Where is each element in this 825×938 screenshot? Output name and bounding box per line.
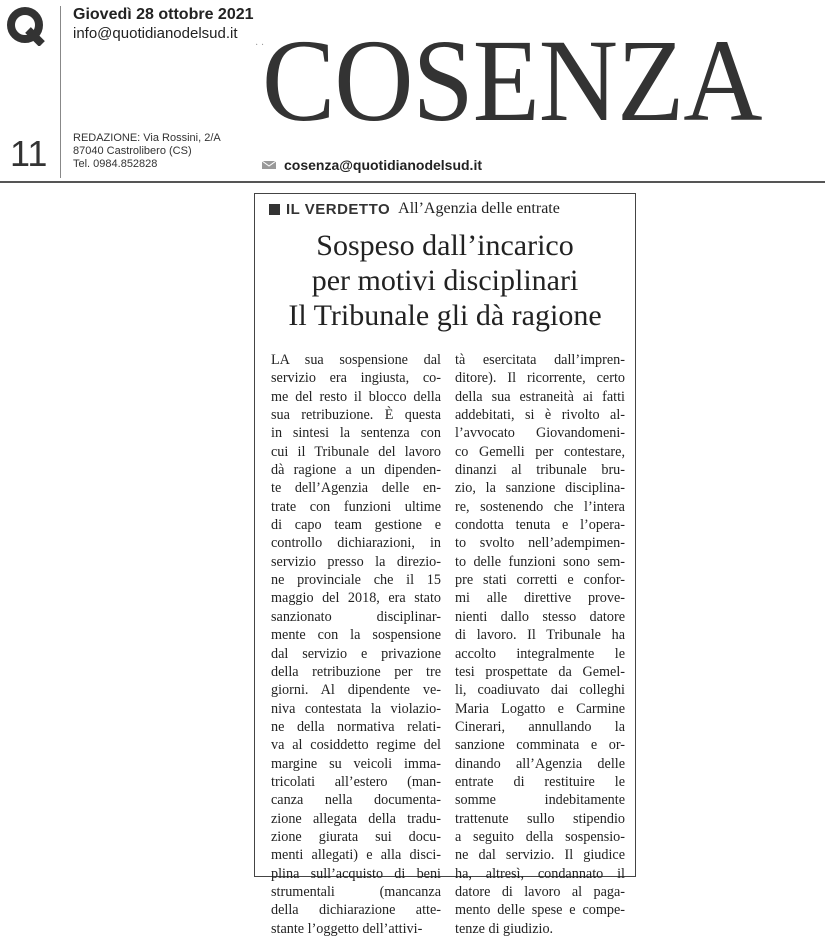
issue-date: Giovedì 28 ottobre 2021	[73, 6, 254, 23]
article-text-line: zione allegata della tradu-	[271, 810, 441, 827]
article-text-line: di lavoro. Il Tribunale ha	[455, 627, 625, 644]
section-masthead: COSENZA	[262, 15, 762, 146]
article-text-line: tenze di giudizio.	[455, 920, 554, 937]
article-text-line: dal servizio e privazione	[271, 645, 441, 662]
article-text-line: dà ragione a un dipenden-	[271, 462, 441, 479]
kicker-square-icon	[269, 204, 280, 215]
article-text-line: to svolto nell’adempimen-	[455, 535, 625, 552]
article-text-line: nienti dallo stesso datore	[455, 608, 625, 625]
redaction-phone: Tel. 0984.852828	[73, 158, 158, 170]
article-text-line: datore di lavoro al paga-	[455, 883, 625, 900]
newspaper-logo-icon	[6, 6, 46, 46]
redaction-info	[73, 132, 221, 171]
title-line: per motivi disciplinari	[311, 264, 579, 297]
article-text-line: ne provinciale che il 15	[271, 572, 441, 589]
article-text-line: menti allegati) e alla disci-	[271, 847, 441, 864]
article-text-line: cui il Tribunale del lavoro	[271, 443, 441, 460]
article-text-line: LA sua sospensione dal	[271, 352, 441, 368]
article-text-line: zio, la sanzione disciplina-	[455, 480, 625, 497]
article-text-line: me del resto il blocco della	[271, 388, 441, 405]
section-email: cosenza@quotidianodelsud.it	[284, 157, 482, 173]
article-text-line: pre stati corretti e confor-	[455, 572, 625, 589]
article-text-line: di capo team gestione e	[271, 517, 441, 534]
website-email: info@quotidianodelsud.it	[73, 25, 238, 42]
article-text-line: te dell’Agenzia delle en-	[271, 480, 441, 497]
article-text-line: ditore). Il ricorrente, certo	[455, 370, 625, 387]
article-text-line: stante l’oggetto dell’attivi-	[271, 920, 423, 937]
title-line: Il Tribunale gli dà ragione	[288, 299, 602, 332]
article-text-line: mento delle spese e compe-	[455, 902, 625, 919]
article-text-line: dinando all’Agenzia delle	[455, 755, 625, 772]
decorative-dots: · ·	[255, 40, 265, 51]
article-text-line: a seguito della sospensio-	[455, 828, 625, 845]
article-text-line: in sintesi la sentenza con	[271, 425, 441, 442]
article-text-line: li, coadiuvato dai colleghi	[455, 682, 625, 699]
article-text-line: tesi prospettate da Gemel-	[455, 663, 625, 680]
article-text-line: maggio del 2018, era stato	[271, 590, 441, 607]
article-text-line: trate con funzioni ultime	[271, 498, 441, 515]
header-divider	[60, 6, 61, 178]
article-text-line: mente con la sospensione	[271, 627, 441, 644]
article-text-line: della dichiarazione atte-	[271, 902, 441, 919]
redaction-label: REDAZIONE:	[73, 132, 141, 144]
article-text-line: della sua estraneità ai fatti	[455, 388, 625, 405]
page-number: 11	[10, 133, 48, 174]
article-text-line: re, sostenendo che l’intera	[455, 498, 625, 515]
article-text-line: trattenute sullo stipendio	[455, 810, 625, 827]
article-text-line: mi alle direttive prove-	[455, 590, 625, 607]
article-text-line: tà esercitata dall’impren-	[455, 352, 625, 368]
article-text-line: Cinerari, annullando la	[455, 718, 625, 735]
kicker-tag: IL VERDETTO	[286, 200, 391, 218]
article-text-line: giorni. Al dipendente ve-	[271, 682, 441, 699]
article-text-line: va al cosiddetto regime del	[271, 737, 441, 754]
article-text-line: servizio era ingiusta, co-	[271, 370, 441, 387]
article-text-line: plina sull’acquisto di beni	[271, 865, 441, 882]
article-text-line: niva contestata la violazio-	[271, 700, 441, 717]
article-text-line: tricolati all’estero (man-	[271, 773, 441, 790]
kicker-subtitle: All’Agenzia delle entrate	[398, 200, 560, 217]
article-text-line: co Gemelli per contestare,	[455, 443, 625, 460]
article-text-line: controllo dichiarazioni, in	[271, 535, 441, 552]
article-text-line: l’avvocato Giovandomeni-	[455, 425, 625, 442]
article-column-right	[455, 351, 625, 938]
redaction-address: Via Rossini, 2/A	[143, 132, 221, 144]
section-email-line	[262, 157, 482, 173]
article-text-line: accolto integralmente le	[455, 645, 625, 662]
article-text-line: addebitati, si è rivolto al-	[455, 407, 625, 424]
article-text-line: servizio presso la direzio-	[271, 553, 441, 570]
title-line: Sospeso dall’incarico	[316, 229, 574, 262]
header-rule	[0, 181, 825, 183]
article-kicker	[269, 200, 560, 218]
article-text-line: dinanzi al tribunale bru-	[455, 462, 625, 479]
article-text-line: margine su veicoli imma-	[271, 755, 441, 772]
article-title	[255, 228, 635, 333]
redaction-city: 87040 Castrolibero (CS)	[73, 145, 192, 157]
article-text-line: sanzione comminata e or-	[455, 737, 625, 754]
article-text-line: canza nella documenta-	[271, 792, 441, 809]
article-text-line: entrate di restituire le	[455, 773, 625, 790]
article-text-line: Maria Logatto e Carmine	[455, 700, 625, 717]
article-text-line: della retribuzione per tre	[271, 663, 441, 680]
article-text-line: ne della normativa relati-	[271, 718, 441, 735]
article-text-line: strumentali (mancanza	[271, 883, 441, 900]
envelope-icon	[262, 161, 276, 169]
article-text-line: condotta tenuta e l’opera-	[455, 517, 625, 534]
article-text-line: somme indebitamente	[455, 792, 625, 809]
article-text-line: ha, altresì, condannato il	[455, 865, 625, 882]
newspaper-header	[0, 0, 825, 185]
article-text-line: ne dal servizio. Il giudice	[455, 847, 625, 864]
article-box	[254, 193, 636, 937]
article-text-line: zione giurata sui docu-	[271, 828, 441, 845]
article-column-left	[271, 351, 441, 938]
article-text-line: sanzionato disciplinar-	[271, 608, 441, 625]
article-text-line: to delle funzioni sono sem-	[455, 553, 625, 570]
article-text-line: sua retribuzione. È questa	[271, 407, 441, 424]
